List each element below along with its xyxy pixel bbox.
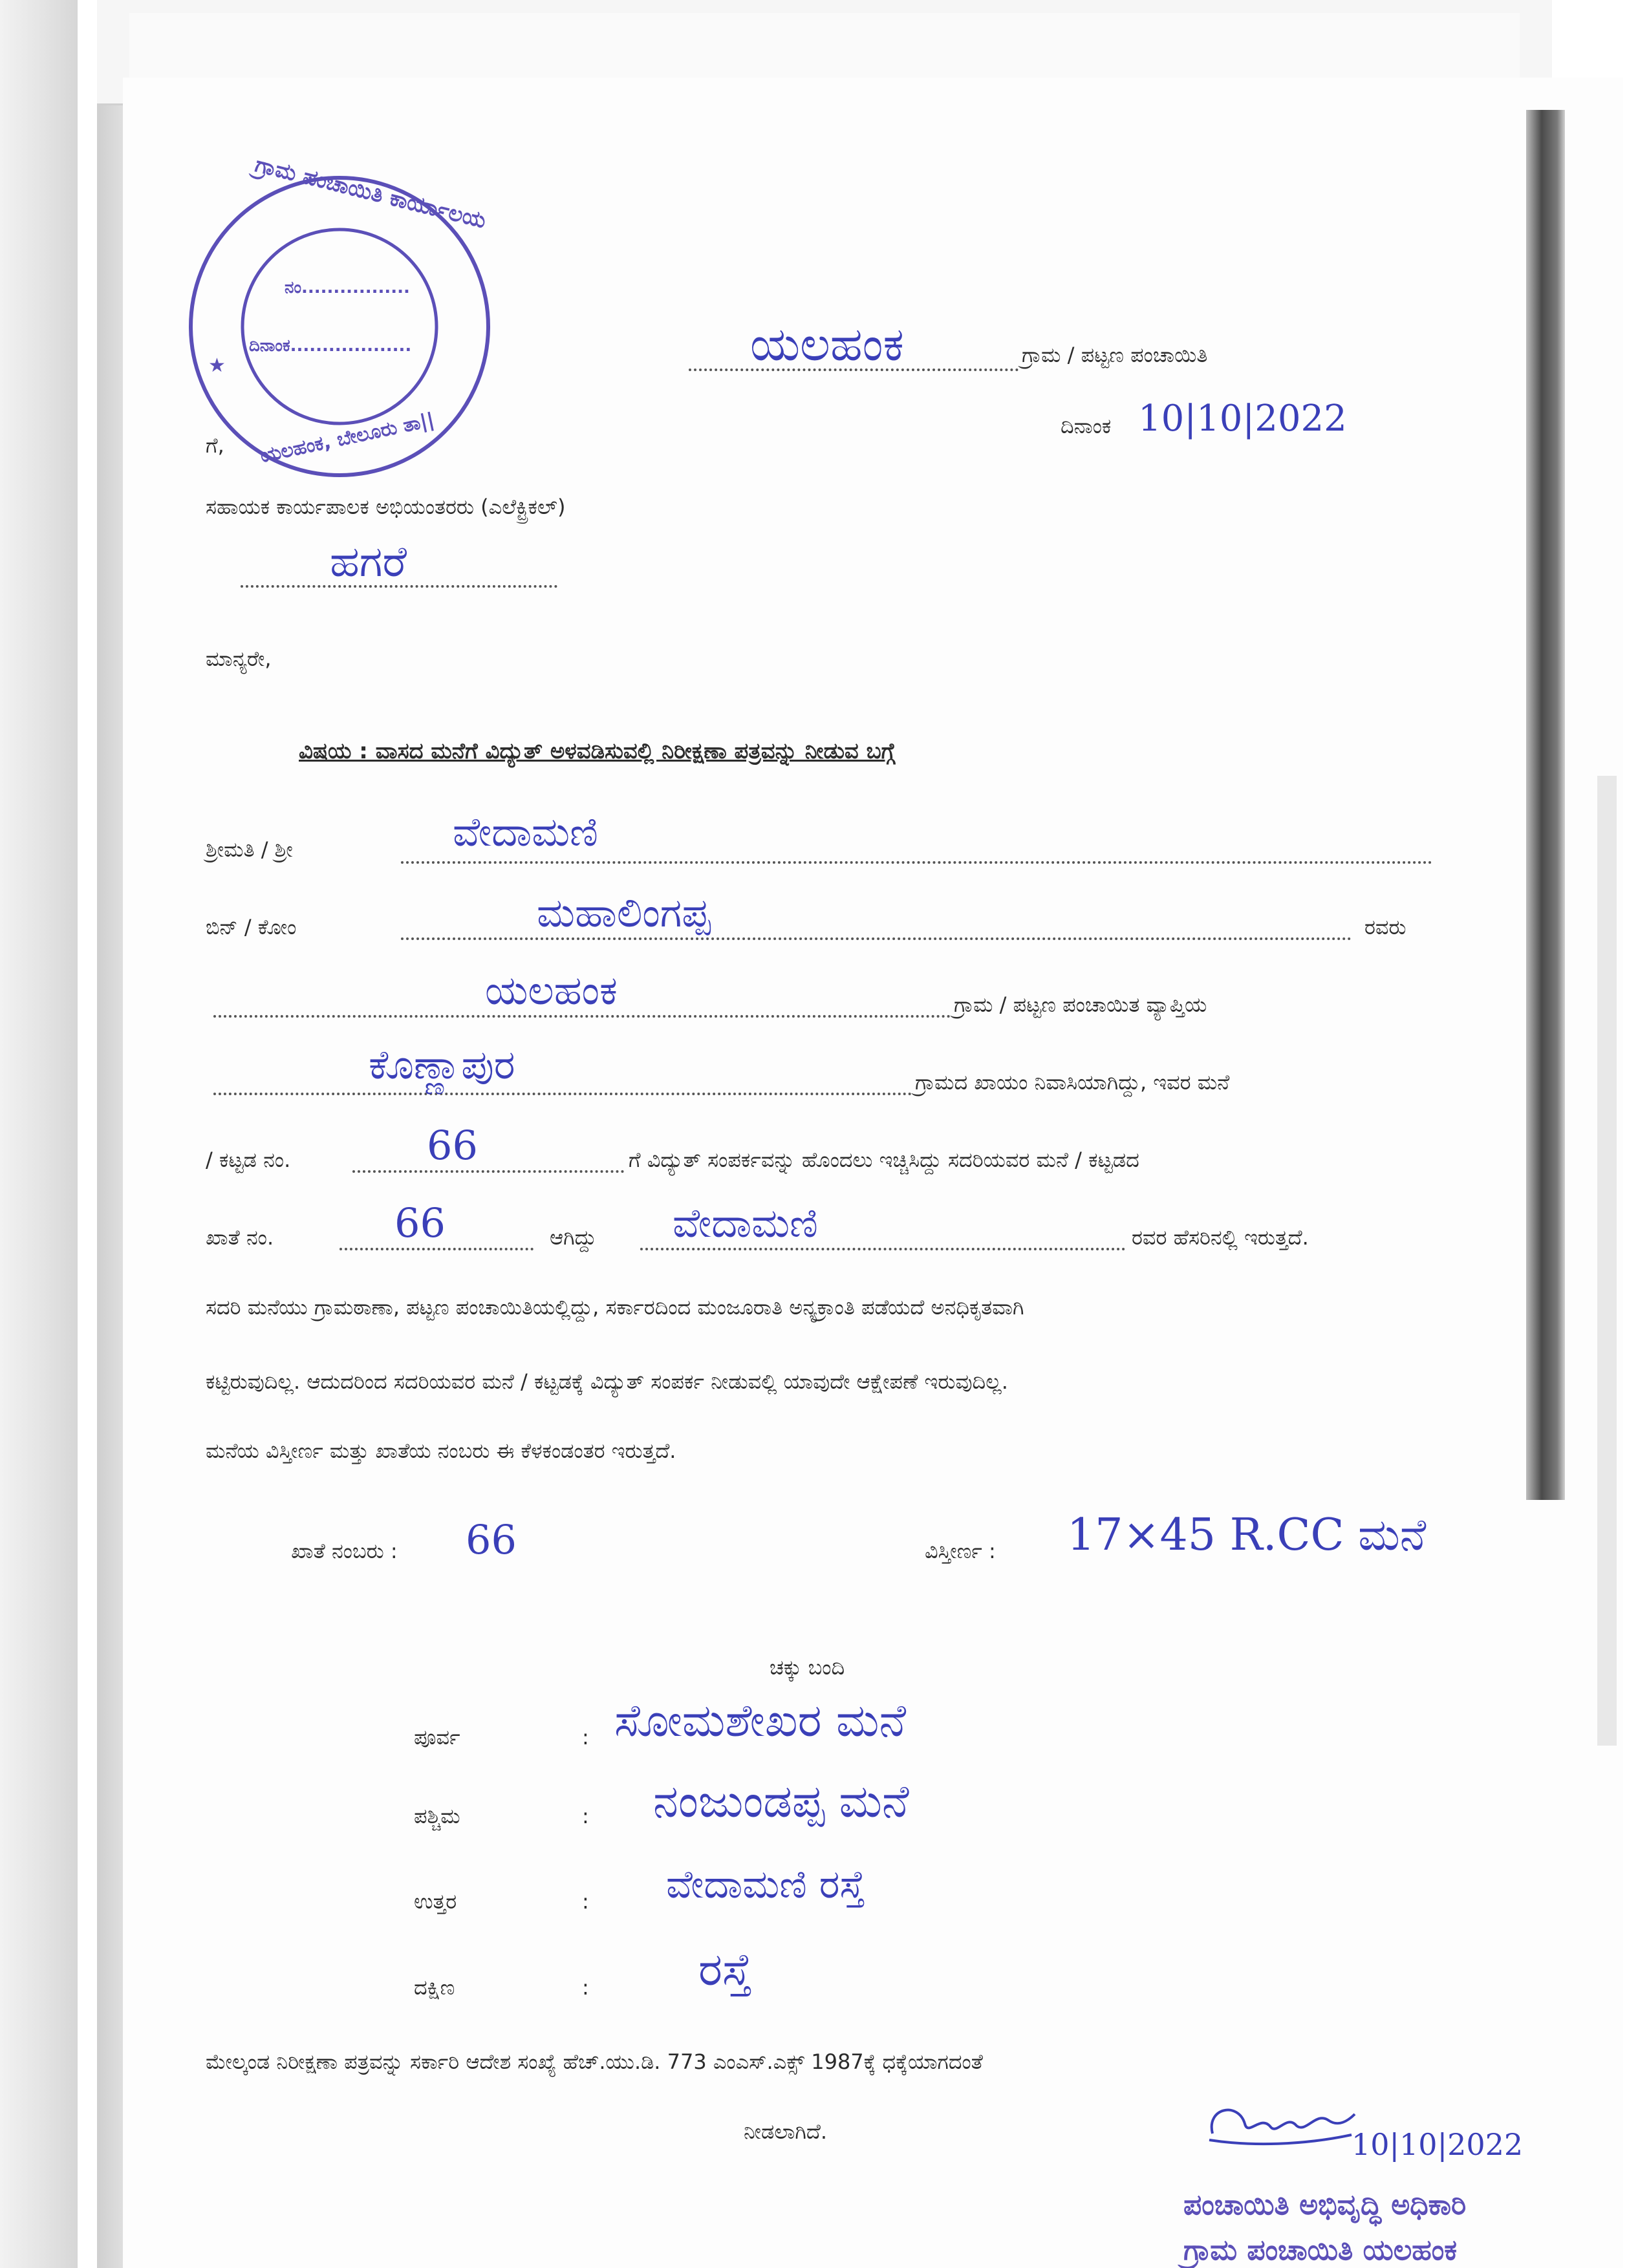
building-number-underline [352, 1170, 624, 1173]
panchayat-label: ಗ್ರಾಮ / ಪಟ್ಟಣ ಪಂಚಾಯಿತಿ [1022, 343, 1208, 367]
seal-number-field: ನಂ................. [285, 278, 410, 297]
office-seal [181, 151, 498, 485]
salutation: ಮಾನ್ಯರೇ, [206, 647, 272, 671]
boundary-east-value: ಸೋಮಶೇಖರ ಮನೆ [614, 1694, 907, 1747]
svg-text:★: ★ [208, 354, 226, 377]
date-label: ದಿನಾಂಕ [1061, 414, 1112, 438]
body-paragraph-2: ಕಟ್ಟಿರುವುದಿಲ್ಲ. ಆದುದರಿಂದ ಸದರಿಯವರ ಮನೆ / ಕಟ್ಟಡಕ್ಕೆ ವಿದ್ಯುತ್ ಸಂಪರ್ಕ ನೀಡುವಲ್ಲಿ ಯಾವುದೇ ಆಕ್ಷೇಪಣೆ ಇರುವುದಿಲ್ಲ. [206, 1369, 1008, 1394]
boundary-west-value: ನಂಜುಂಡಪ್ಪ ಮನೆ [653, 1775, 909, 1828]
officer-office: ಗ್ರಾಮ ಪಂಚಾಯಿತಿ ಯಲಹಂಕ [1183, 2234, 1458, 2267]
to-label: ಗೆ, [206, 433, 224, 458]
relation-name: ಮಹಾಲಿಂಗಪ್ಪ [537, 889, 711, 936]
hamlet-line-underline [213, 1093, 912, 1095]
khata-owner-underline [640, 1248, 1125, 1250]
khata-number-label: ಖಾತೆ ನಂ. [206, 1225, 274, 1250]
boundary-west-colon: : [582, 1804, 589, 1828]
khata-suffix: ರವರ ಹೆಸರಿನಲ್ಲಿ ಇರುತ್ತದೆ. [1132, 1225, 1309, 1250]
boundary-north-colon: : [582, 1889, 589, 1914]
recipient-office-underline [241, 585, 557, 588]
officer-title: ಪಂಚಾಯಿತಿ ಅಭಿವೃದ್ಧಿ ಅಧಿಕಾರಿ [1183, 2188, 1467, 2221]
village-line-value: ಯಲಹಂಕ [485, 967, 618, 1014]
footer-issued-line: ನೀಡಲಾಗಿದೆ. [744, 2119, 828, 2144]
book-spine [0, 0, 78, 2268]
signature-scribble-icon [1200, 2095, 1361, 2153]
area-label: ವಿಸ್ತೀರ್ಣ : [925, 1539, 996, 1563]
boundary-east-label: ಪೂರ್ವ [414, 1725, 460, 1749]
boundaries-title: ಚಕ್ಕು ಬಂದಿ [770, 1655, 845, 1680]
boundary-east-colon: : [582, 1725, 589, 1749]
seal-bottom-text: ಯಲಹಂಕ, ಬೇಲೂರು ತಾ|| [258, 408, 436, 468]
officer-signature [1200, 2095, 1361, 2153]
khata-number-field-value: 66 [466, 1516, 517, 1563]
building-number: 66 [427, 1122, 478, 1169]
khata-number-field-label: ಖಾತೆ ನಂಬರು : [291, 1539, 398, 1563]
recipient-designation: ಸಹಾಯಕ ಕಾರ್ಯಪಾಲಕ ಅಭಿಯಂತರರು (ಎಲೆಕ್ಟ್ರಿಕಲ್) [206, 495, 566, 519]
applicant-name: ವೇದಾಮಣಿ [453, 808, 598, 855]
village-line-suffix: ಗ್ರಾಮ / ಪಟ್ಟಣ ಪಂಚಾಯಿತ ವ್ಯಾಪ್ತಿಯ [954, 992, 1207, 1017]
seal-date-field: ದಿನಾಂಕ................... [249, 336, 412, 356]
body-paragraph-1: ಸದರಿ ಮನೆಯು ಗ್ರಾಮಠಾಣಾ, ಪಟ್ಟಣ ಪಂಚಾಯಿತಿಯಲ್ಲಿದ್ದು, ಸರ್ಕಾರದಿಂದ ಮಂಜೂರಾತಿ ಅನ್ಯಕ್ರಾಂತಿ ಪಡೆಯದೆ ಅನಧಿಕೃತವಾಗಿ [206, 1295, 1024, 1320]
khata-owner-name: ವೇದಾಮಣಿ [673, 1199, 818, 1246]
signature-date: 10|10|2022 [1352, 2127, 1524, 2162]
subject-line: ವಿಷಯ : ವಾಸದ ಮನೆಗೆ ವಿದ್ಯುತ್ ಅಳವಡಿಸುವಲ್ಲಿ ನಿರೀಕ್ಷಣಾ ಪತ್ರವನ್ನು ನೀಡುವ ಬಗ್ಗೆ [299, 738, 896, 764]
relation-suffix: ರವರು [1364, 915, 1406, 939]
khata-number-inline: 66 [394, 1199, 446, 1246]
boundary-west-label: ಪಶ್ಚಿಮ [414, 1804, 460, 1828]
scan-edge-shadow [1526, 110, 1565, 1500]
khata-number-underline [339, 1248, 534, 1250]
boundary-north-value: ವೇದಾಮಣಿ ರಸ್ತೆ [666, 1862, 865, 1907]
boundary-south-value: ರಸ್ತೆ [698, 1943, 752, 1996]
village-line-underline [213, 1015, 951, 1018]
applicant-name-underline [401, 861, 1432, 864]
boundary-north-label: ಉತ್ತರ [414, 1889, 457, 1914]
body-paragraph-3: ಮನೆಯ ವಿಸ್ತೀರ್ಣ ಮತ್ತು ಖಾತೆಯ ನಂಬರು ಈ ಕೆಳಕಂಡಂತರ ಇರುತ್ತದೆ. [206, 1439, 676, 1463]
recipient-office: ಹಗರೆ [330, 537, 407, 586]
boundary-south-colon: : [582, 1975, 589, 2000]
relation-underline [401, 937, 1352, 940]
boundary-south-label: ದಕ್ಷಿಣ [414, 1975, 455, 2000]
area-value: 17×45 R.CC ಮನೆ [1067, 1510, 1427, 1561]
hamlet-suffix: ಗ್ರಾಮದ ಖಾಯಂ ನಿವಾಸಿಯಾಗಿದ್ದು, ಇವರ ಮನೆ [915, 1070, 1230, 1095]
footer-order-line: ಮೇಲ್ಕಂಡ ನಿರೀಕ್ಷಣಾ ಪತ್ರವನ್ನು ಸರ್ಕಾರಿ ಆದೇಶ ಸಂಖ್ಯೆ ಹೆಚ್.ಯು.ಡಿ. 773 ಎಂಎಸ್.ಎಕ್ಸ್ 1987ಕ್ಕೆ ಧಕ್ಕೆಯಾಗದಂತೆ [206, 2049, 983, 2074]
applicant-title-label: ಶ್ರೀಮತಿ / ಶ್ರೀ [206, 837, 293, 862]
scan-edge-paper [1597, 776, 1617, 1746]
building-number-suffix: ಗೆ ವಿದ್ಯುತ್ ಸಂಪರ್ಕವನ್ನು ಹೊಂದಲು ಇಚ್ಚಿಸಿದ್ದು ಸದರಿಯವರ ಮನೆ / ಕಟ್ಟಡದ [629, 1148, 1139, 1172]
khata-mid-text: ಆಗಿದ್ದು [550, 1225, 597, 1250]
relation-label: ಬಿನ್ / ಕೋಂ [206, 915, 297, 939]
building-number-label: / ಕಟ್ಟಡ ನಂ. [206, 1148, 291, 1172]
seal-top-text: ಗ್ರಾಮ ಪಂಚಾಯಿತಿ ಕಾರ್ಯಾಲಯ [252, 151, 489, 234]
date-value: 10|10|2022 [1138, 398, 1347, 440]
hamlet-name: ಕೊಣ್ಣಾಪುರ [369, 1041, 515, 1088]
village-name: ಯಲಹಂಕ [750, 317, 904, 371]
